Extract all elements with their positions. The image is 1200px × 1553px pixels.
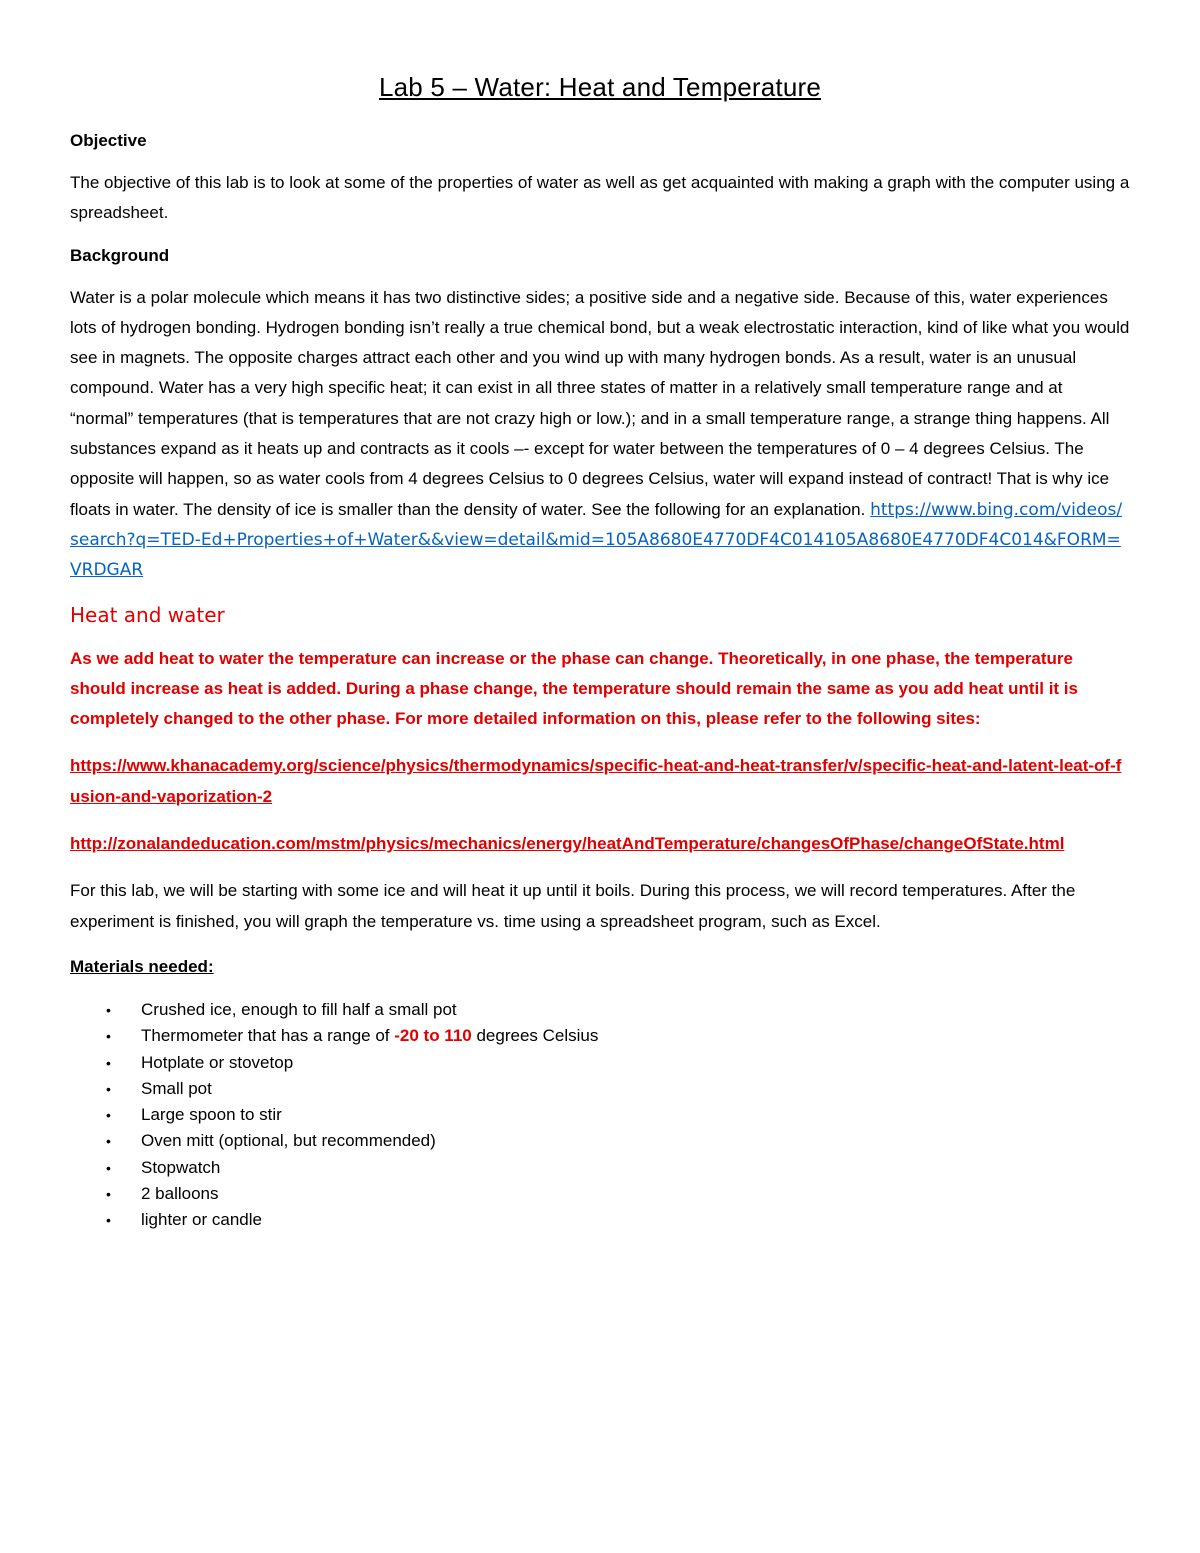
thermometer-range: -20 to 110: [394, 1026, 472, 1046]
list-item: [70, 1023, 1130, 1049]
list-item: [70, 1076, 1130, 1102]
material-spoon: Large spoon to stir: [141, 1105, 282, 1125]
background-heading: Background: [70, 245, 170, 265]
thermometer-unit: degrees Celsius: [471, 1026, 599, 1046]
list-item: [70, 1207, 1130, 1233]
document-page: [70, 72, 1130, 1234]
list-item: [70, 1050, 1130, 1076]
bullet-icon: •: [106, 1001, 111, 1018]
heat-and-water-heading: Heat and water: [70, 602, 225, 627]
bullet-icon: •: [106, 1133, 111, 1150]
bullet-icon: •: [106, 1107, 111, 1124]
bullet-icon: •: [106, 1054, 111, 1071]
material-small-pot: Small pot: [141, 1078, 212, 1098]
objective-text: The objective of this lab is to look at some of the properties of water as well as get acquainted with making a graph with the computer using a spreadsheet.: [70, 173, 1130, 223]
material-crushed-ice: Crushed ice, enough to fill half a small pot: [141, 999, 457, 1019]
bullet-icon: •: [106, 1212, 111, 1229]
materials-heading: Materials needed:: [70, 956, 214, 976]
list-item: [70, 1155, 1130, 1181]
bullet-icon: •: [106, 1159, 111, 1176]
materials-list: [70, 997, 1130, 1234]
material-hotplate: Hotplate or stovetop: [141, 1052, 294, 1072]
zonal-education-link[interactable]: http://zonalandeducation.com/mstm/physics/mechanics/energy/heatAndTemperature/changesOfPhase/changeOfState.html: [70, 834, 1065, 854]
list-item: [70, 997, 1130, 1023]
material-stopwatch: Stopwatch: [141, 1157, 221, 1177]
list-item: [70, 1181, 1130, 1207]
bullet-icon: •: [106, 1186, 111, 1203]
heat-and-water-text: As we add heat to water the temperature can increase or the phase can change. Theoretically, in one phase, the temperature should increase as heat is added. During a phase change, the temperature should remain the same as you add heat until it is completely changed to the other phase. For more detailed information on this, please refer to the following sites:: [70, 648, 1078, 729]
background-text: Water is a polar molecule which means it has two distinctive sides; a positive side and a negative side. Because of this, water experiences lots of hydrogen bonding. Hydrogen bonding isn’t really a true chemical bond, but a weak electrostatic interaction, kind of like what you would see in magnets. The opposite charges attract each other and you wind up with many hydrogen bonds. As a result, water is an unusual compound. Water has a very high specific heat; it can exist in all three states of matter in a relatively small temperature range and at “normal” temperatures (that is temperatures that are not crazy high or low.); and in a small temperature range, a strange thing happens. All substances expand as it heats up and contracts as it cools –- except for water between the temperatures of 0 – 4 degrees Celsius. The opposite will happen, so as water cools from 4 degrees Celsius to 0 degrees Celsius, water will expand instead of contract! That is why ice floats in water. The density of ice is smaller than the density of water. See the following for an explanation.: [70, 287, 1130, 519]
list-item: [70, 1128, 1130, 1154]
material-lighter: lighter or candle: [141, 1210, 262, 1230]
video-link[interactable]: https://www.bing.com/videos/search?q=TED-Ed+Properties+of+Water&&view=detail&mid=105A8680E4770DF4C014105A8680E4770DF4C014&FORM=VRDGAR: [70, 499, 1123, 581]
list-item: [70, 1102, 1130, 1128]
page-title: Lab 5 – Water: Heat and Temperature: [378, 72, 822, 102]
bullet-icon: •: [106, 1080, 111, 1097]
bullet-icon: •: [106, 1028, 111, 1045]
material-thermometer: Thermometer that has a range of: [141, 1026, 395, 1046]
lab-description: For this lab, we will be starting with some ice and will heat it up until it boils. During this process, we will record temperatures. After the experiment is finished, you will graph the temperature vs. time using a spreadsheet program, such as Excel.: [70, 881, 1076, 931]
material-oven-mitt: Oven mitt (optional, but recommended): [141, 1131, 436, 1151]
objective-heading: Objective: [70, 131, 147, 150]
khanacademy-link[interactable]: https://www.khanacademy.org/science/physics/thermodynamics/specific-heat-and-heat-transfer/v/specific-heat-and-latent-leat-of-fusion-and-vaporization-2: [70, 756, 1122, 806]
material-balloons: 2 balloons: [141, 1184, 219, 1204]
background-paragraph: [70, 283, 1130, 586]
